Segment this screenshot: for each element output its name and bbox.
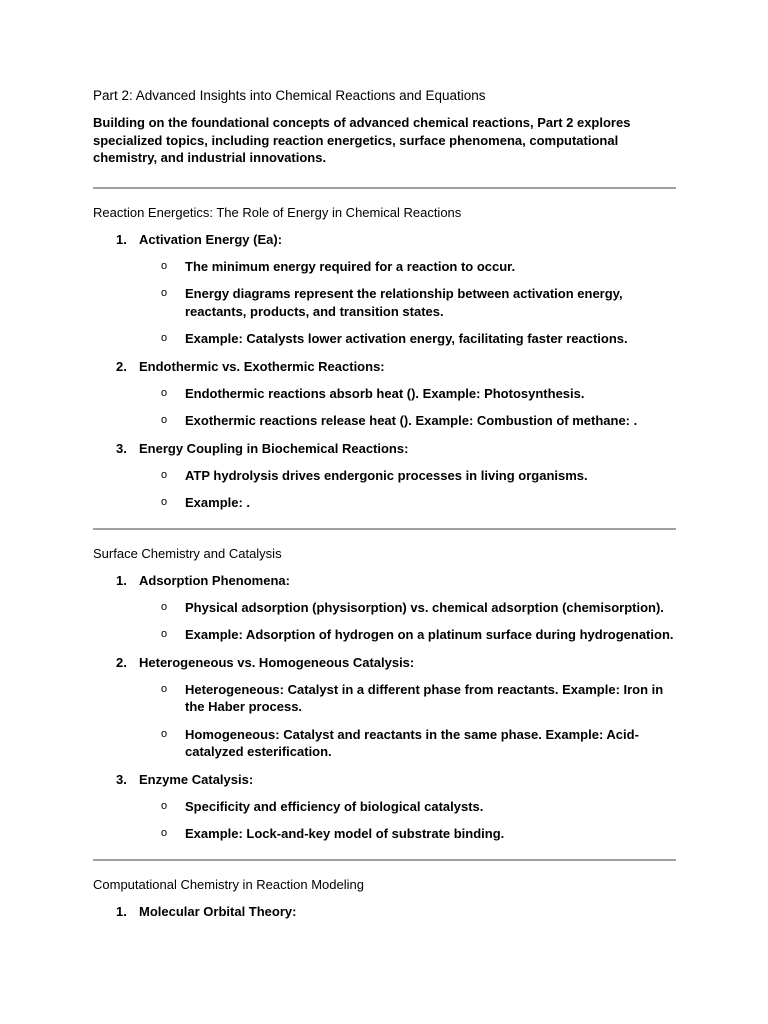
item-number: 1. [116, 572, 127, 588]
bullet-item [139, 681, 675, 716]
bullet-list [139, 258, 675, 348]
list-item [93, 771, 675, 843]
bullet-item [139, 798, 675, 816]
bullet-circle-icon: o [161, 386, 168, 399]
bullet-text: Energy diagrams represent the relationship between activation energy, reactants, products, and transition states. [185, 286, 623, 319]
bullet-circle-icon: o [161, 496, 168, 508]
item-number: 3. [116, 771, 127, 787]
list-item [93, 440, 675, 512]
list-item [93, 358, 675, 430]
bullet-item [139, 258, 675, 276]
section-reaction-energetics [93, 204, 675, 512]
bullet-text: The minimum energy required for a reaction to occur. [185, 258, 516, 274]
bullet-item [139, 599, 675, 617]
item-label: Enzyme Catalysis: [139, 771, 254, 787]
bullet-item [139, 494, 675, 512]
bullet-circle-icon: o [161, 727, 168, 740]
bullet-circle-icon: o [161, 600, 168, 613]
bullet-circle-icon: o [161, 682, 168, 695]
list-item [93, 572, 675, 644]
list-item [93, 231, 675, 348]
bullet-item [139, 412, 675, 430]
bullet-item [139, 825, 675, 843]
section-divider [93, 528, 676, 530]
bullet-list [139, 599, 675, 644]
item-label: Activation Energy (Ea): [139, 231, 283, 247]
bullet-item [139, 626, 675, 644]
section-divider [93, 187, 676, 189]
document-title: Part 2: Advanced Insights into Chemical Reactions and Equations [93, 88, 486, 103]
bullet-circle-icon: o [161, 468, 168, 481]
bullet-list [139, 467, 675, 512]
list-item [93, 903, 675, 921]
bullet-item [139, 467, 675, 485]
item-number: 2. [116, 654, 127, 670]
bullet-item [139, 330, 675, 348]
item-number: 2. [116, 358, 127, 374]
bullet-list [139, 798, 675, 843]
bullet-item [139, 385, 675, 403]
list-item [93, 654, 675, 761]
bullet-text: Endothermic reactions absorb heat (). Example: Photosynthesis. [185, 385, 585, 401]
item-number: 1. [116, 903, 127, 919]
numbered-list [93, 231, 675, 512]
item-label: Molecular Orbital Theory: [139, 903, 297, 919]
item-number: 1. [116, 231, 127, 247]
bullet-item [139, 726, 675, 761]
item-label: Energy Coupling in Biochemical Reactions: [139, 440, 409, 456]
section-title: Reaction Energetics: The Role of Energy in Chemical Reactions [93, 204, 462, 220]
section-divider [93, 859, 676, 861]
bullet-list [139, 681, 675, 761]
section-title: Computational Chemistry in Reaction Modeling [93, 876, 364, 892]
bullet-text: Example: Adsorption of hydrogen on a platinum surface during hydrogenation. [185, 627, 674, 642]
numbered-list [93, 572, 675, 843]
bullet-item [139, 285, 675, 320]
bullet-text: Homogeneous: Catalyst and reactants in the same phase. Example: Acid-catalyzed esterification. [185, 726, 639, 759]
section-surface-chemistry [93, 545, 675, 843]
item-number: 3. [116, 440, 127, 456]
bullet-circle-icon: o [161, 287, 168, 299]
item-label: Adsorption Phenomena: [139, 572, 290, 588]
bullet-text: Example: Catalysts lower activation energy, facilitating faster reactions. [185, 331, 628, 346]
document-intro: Building on the foundational concepts of advanced chemical reactions, Part 2 explores specialized topics, including reaction energetics, surface phenomena, computational chemistry, and industrial innovations. [93, 115, 631, 165]
item-label: Heterogeneous vs. Homogeneous Catalysis: [139, 654, 415, 670]
bullet-text: Specificity and efficiency of biological catalysts. [185, 798, 484, 814]
numbered-list [93, 903, 675, 921]
bullet-circle-icon: o [161, 414, 168, 426]
bullet-circle-icon: o [161, 628, 168, 640]
bullet-circle-icon: o [161, 332, 168, 344]
section-computational-chemistry [93, 876, 675, 921]
bullet-circle-icon: o [161, 259, 168, 272]
bullet-list [139, 385, 675, 430]
bullet-circle-icon: o [161, 827, 168, 839]
bullet-text: Heterogeneous: Catalyst in a different phase from reactants. Example: Iron in the Haber process. [185, 681, 664, 714]
item-label: Endothermic vs. Exothermic Reactions: [139, 358, 385, 374]
bullet-text: Example: Lock-and-key model of substrate binding. [185, 826, 505, 841]
bullet-circle-icon: o [161, 799, 168, 812]
bullet-text: Physical adsorption (physisorption) vs. chemical adsorption (chemisorption). [185, 599, 664, 615]
bullet-text: ATP hydrolysis drives endergonic processes in living organisms. [185, 467, 588, 483]
bullet-text: Example: . [185, 495, 251, 510]
bullet-text: Exothermic reactions release heat (). Example: Combustion of methane: . [185, 413, 638, 428]
section-title: Surface Chemistry and Catalysis [93, 545, 282, 561]
